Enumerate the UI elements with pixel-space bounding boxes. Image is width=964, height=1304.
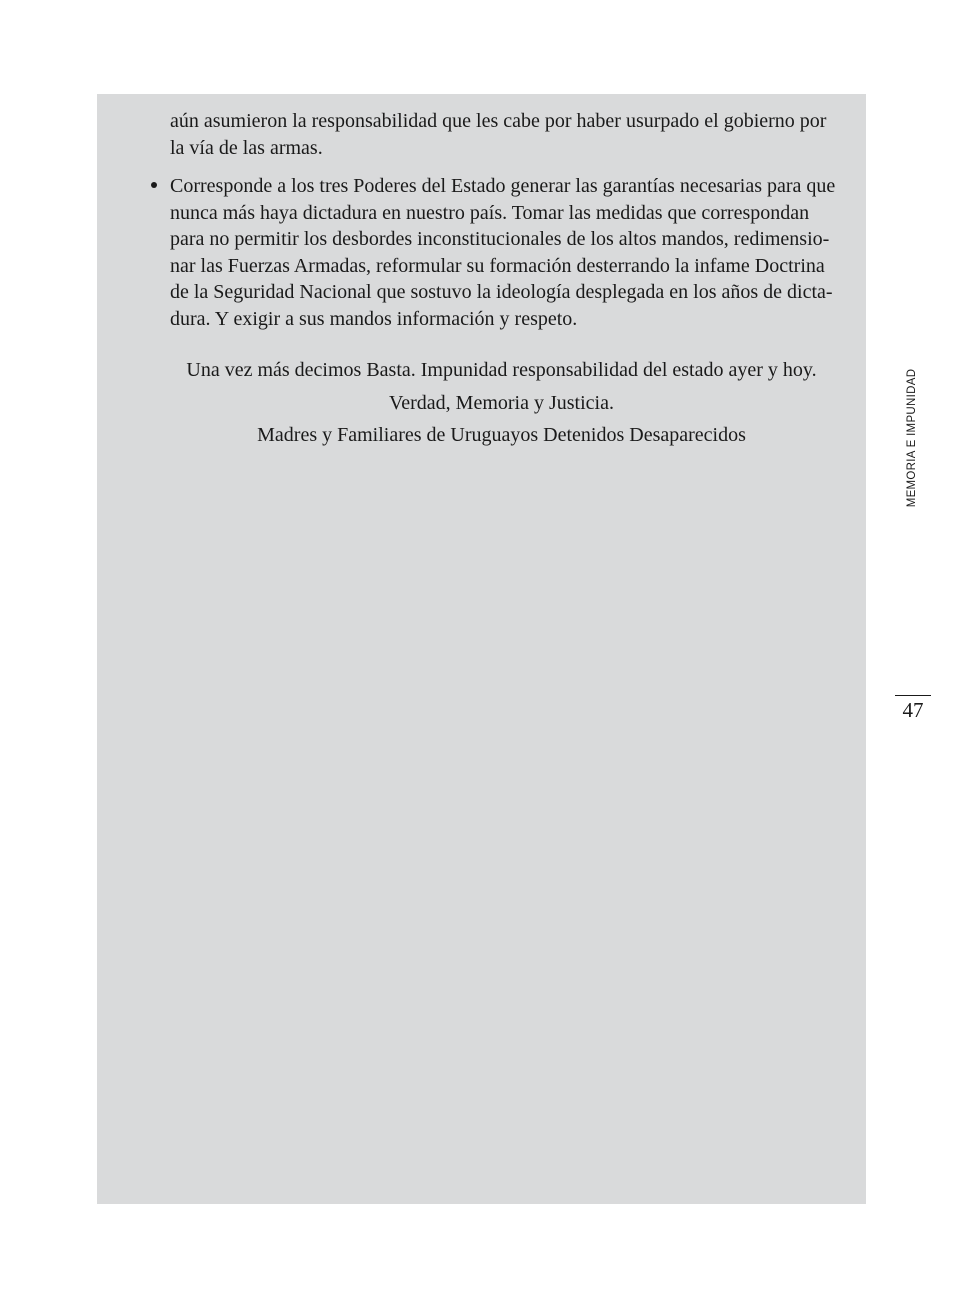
- closing-signature: Madres y Familiares de Uruguayos Detenidos Desaparecidos: [257, 424, 746, 446]
- bullet-icon: [151, 182, 157, 188]
- text-line: para no permitir los desbordes inconstitucionales de los altos mandos, redimensio-: [170, 228, 830, 250]
- bullet-paragraph: [170, 173, 851, 332]
- text-line: dura. Y exigir a sus mandos información y respeto.: [170, 307, 578, 330]
- closing-slogan: Verdad, Memoria y Justicia.: [389, 391, 614, 414]
- text-line: nunca más haya dictadura en nuestro país. Tomar las medidas que correspondan: [170, 201, 810, 224]
- page-number-rule: [895, 695, 931, 696]
- closing-statement: [140, 354, 863, 452]
- text-line: la vía de las armas.: [170, 136, 323, 159]
- page-number: 47: [902, 698, 924, 722]
- body-text: [170, 108, 851, 332]
- text-line: de la Seguridad Nacional que sostuvo la ideología desplegada en los años de dicta-: [170, 281, 833, 303]
- text-line: Corresponde a los tres Poderes del Estado generar las garantías necesarias para que: [170, 175, 836, 197]
- running-header: MEMORIA E IMPUNIDAD: [906, 368, 918, 508]
- text-line: aún asumieron la responsabilidad que les cabe por haber usurpado el gobierno por: [170, 110, 827, 132]
- closing-line: Una vez más decimos Basta. Impunidad responsabilidad del estado ayer y hoy.: [186, 359, 817, 381]
- continuation-paragraph: [170, 108, 851, 161]
- text-line: nar las Fuerzas Armadas, reformular su formación desterrando la infame Doctrina: [170, 254, 825, 277]
